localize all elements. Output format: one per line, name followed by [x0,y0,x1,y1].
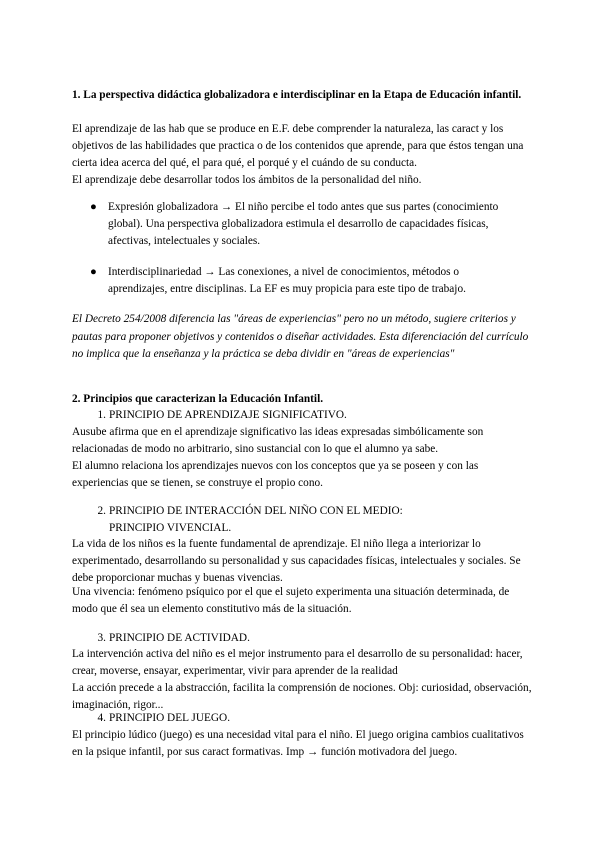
section1-para1: El aprendizaje de las hab que se produce en E.F. debe comprender la naturaleza, las caract y los objetivos de las habilidades que practica o de los contenidos que aprende, para que éstos tengan una cierta idea acerca del qué, el para qué, el porqué y el cuándo de su conducta. [72,123,524,170]
decree-note: El Decreto 254/2008 diferencia las "áreas de experiencias" pero no un método, sugiere criterios y pautas para proponer objetivos y contenidos o diseñar actividades. Esta diferenciación del currículo no implica que la enseñanza y la práctica se deba dividir en "áreas de experiencias" [72,313,529,361]
principle-paragraph: El alumno relaciona los aprendizajes nuevos con los conceptos que ya se poseen y con las experiencias que se tienen, se construye el propio cono. [72,460,479,490]
principle-paragraph: El principio lúdico (juego) es una necesidad vital para el niño. El juego origina cambios cualitativos en la psique infantil, por sus caract formativas. Imp → función motivadora del juego. [72,729,524,759]
principle-number: 3. [97,632,106,644]
principle-paragraph: Ausube afirma que en el aprendizaje significativo las ideas expresadas simbólicamente son relacionadas de modo no arbitrario, sino sustancial con lo que el alumno ya sabe. [72,426,484,456]
principle-title-text: PRINCIPIO DEL JUEGO. [109,712,231,724]
principle-title-text: PRINCIPIO DE INTERACCIÓN DEL NIÑO CON EL MEDIO: PRINCIPIO VIVENCIAL. [109,505,403,535]
principle-paragraph: Una vivencia: fenómeno psíquico por el que el sujeto experimenta una situación determinada, de modo que él sea un elemento constitutivo más de la situación. [72,586,510,616]
principle-title-text: PRINCIPIO DE APRENDIZAJE SIGNIFICATIVO. [109,409,347,421]
section1-heading: 1. La perspectiva didáctica globalizadora e interdisciplinar en la Etapa de Educación infantil. [72,89,522,101]
section1-para2: El aprendizaje debe desarrollar todos los ámbitos de la personalidad del niño. [72,174,422,186]
bullet-text: Expresión globalizadora → El niño percibe el todo antes que sus partes (conocimiento global). Una perspectiva globalizadora estimula el desarrollo de capacidades físicas, afectivas, intelectuales y sociales. [108,201,499,248]
principle-number: 2. [97,505,106,517]
bullet-icon: ● [90,201,97,213]
principle-paragraph: La acción precede a la abstracción, facilita la comprensión de nociones. Obj: curiosidad, observación, imaginación, rigor... [72,682,532,712]
principle-number: 1. [97,409,106,421]
principle-paragraph: La intervención activa del niño es el mejor instrumento para el desarrollo de su personalidad: hacer, crear, moverse, ensayar, experimentar, vivir para aprender de la realidad [72,648,523,678]
principle-number: 4. [97,712,106,724]
section2-heading: 2. Principios que caracterizan la Educación Infantil. [72,393,324,405]
bullet-icon: ● [90,266,97,278]
bullet-text: Interdisciplinariedad → Las conexiones, a nivel de conocimientos, métodos o aprendizajes, entre disciplinas. La EF es muy propicia para este tipo de trabajo. [108,266,466,296]
principle-title-text: PRINCIPIO DE ACTIVIDAD. [109,632,250,644]
principle-paragraph: La vida de los niños es la fuente fundamental de aprendizaje. El niño llega a interiorizar lo experimentado, desarrollando su personalidad y sus capacidades físicas, intelectuales y sociales. Se debe proporcionar muchas y buenas vivencias. [72,538,521,585]
